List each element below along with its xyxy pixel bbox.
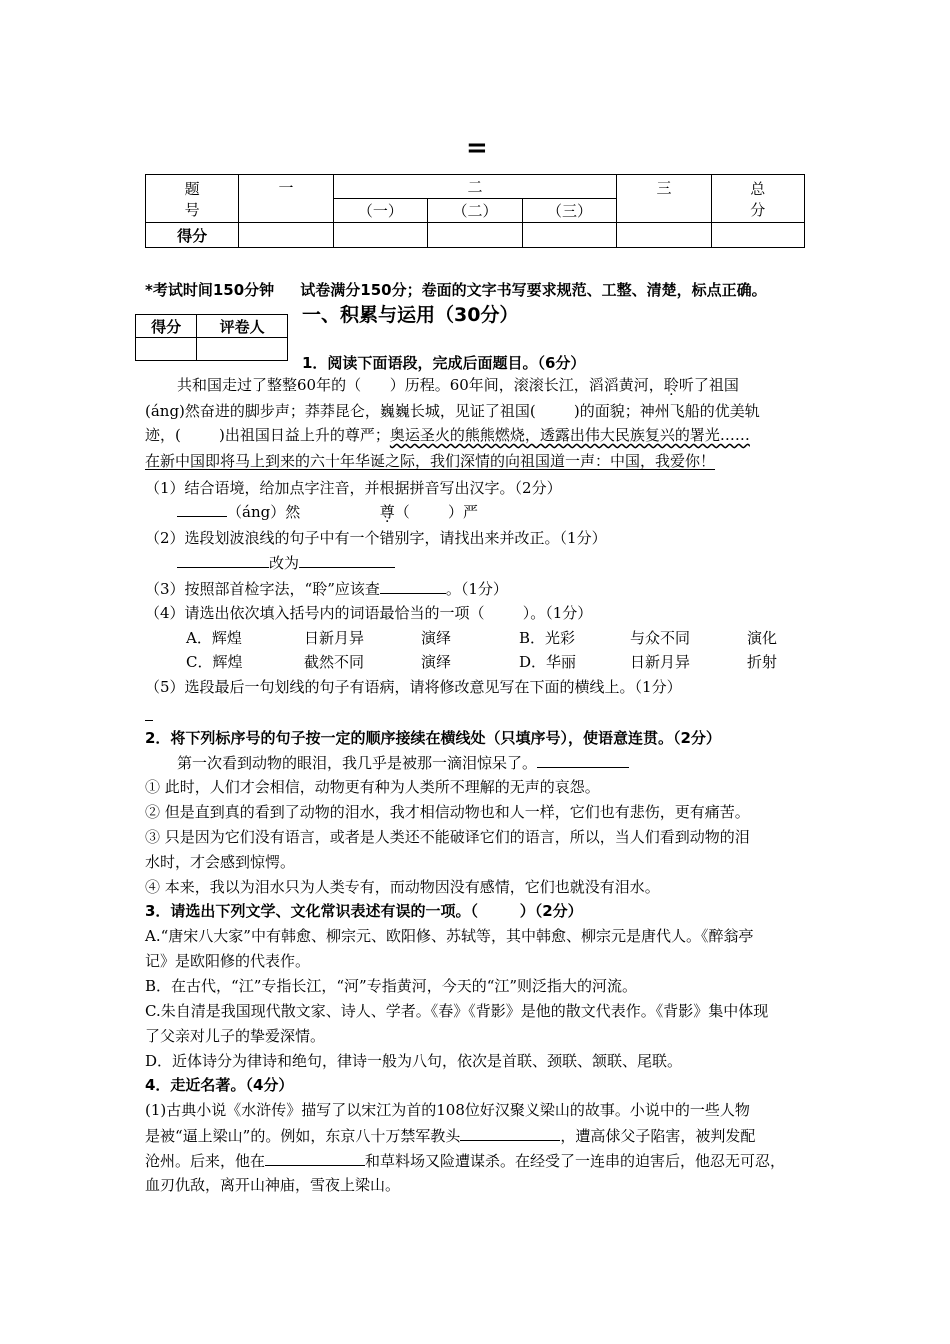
header-zong: 总 分 <box>711 175 804 223</box>
q1-sub5: （5）选段最后一句划线的句子有语病，请将修改意见写在下面的横线上。（1分） <box>145 678 682 696</box>
score-cell[interactable] <box>522 223 617 248</box>
q4-title: 4．走近名著。（4分） <box>145 1076 294 1094</box>
q4-line: (1)古典小说《水浒传》描写了以宋江为首的108位好汉聚义梁山的故事。小说中的一些人物 <box>145 1101 750 1119</box>
score-cell[interactable] <box>617 223 711 248</box>
q1-sub1-answers: （áng）然 尊（ ）严 <box>177 500 478 523</box>
q1-paragraph-line-4: 在新中国即将马上到来的六十年华诞之际，我们深情的向祖国道一声：中国，我爱你！ <box>145 452 716 470</box>
score-cell[interactable] <box>333 223 428 248</box>
q3-option-line: D．近体诗分为律诗和绝句，律诗一般为八句，依次是首联、颈联、颔联、尾联。 <box>145 1052 683 1070</box>
q3-option-line: A.“唐宋八大家”中有韩愈、柳宗元、欧阳修、苏轼等，其中韩愈、柳宗元是唐代人。《醉翁亭 <box>145 927 754 945</box>
grader-score-cell[interactable] <box>136 338 197 361</box>
grader-score-label: 得分 <box>136 315 197 338</box>
answer-line-short[interactable] <box>145 720 153 721</box>
header-er-3: （三） <box>522 199 617 223</box>
q2-item: ④ 本来，我以为泪水只为人类专有，而动物因没有感情，它们也就没有泪水。 <box>145 878 660 896</box>
q4-line: 是被“逼上梁山”的。例如，东京八十万禁军教头 ，遭高俅父子陷害，被判发配 <box>145 1124 755 1147</box>
answer-blank[interactable] <box>537 751 629 768</box>
q1-sub1: （1）结合语境，给加点字注音，并根据拼音写出汉字。（2分） <box>145 479 562 497</box>
score-cell[interactable] <box>711 223 804 248</box>
q2-item: ① 此时，人们才会相信，动物更有种为人类所不理解的无声的哀怨。 <box>145 778 600 796</box>
wavy-sentence: 奥运圣火的熊熊燃烧，透露出伟大民族复兴的署光…… <box>389 426 750 444</box>
header-yi: 一 <box>239 175 333 223</box>
q1-paragraph-line-1: 共和国走过了整整60年的（ ）历程。60年间，滚滚长江，滔滔黄河，聆听了祖国 <box>177 376 739 394</box>
header-er-1: （一） <box>333 199 428 223</box>
score-cell[interactable] <box>428 223 523 248</box>
grader-name-label: 评卷人 <box>197 315 288 338</box>
q1-paragraph-line-2: (áng)然奋进的脚步声；莽莽昆仑，巍巍长城，见证了祖国( )的面貌；神州飞船的优美轨 <box>145 402 760 420</box>
q1-title: 1．阅读下面语段，完成后面题目。（6分） <box>302 354 586 372</box>
score-table <box>145 174 805 248</box>
header-er: 二 <box>333 175 617 199</box>
dotted-char: 尊 <box>379 503 395 521</box>
q2-item: 水时，才会感到惊愕。 <box>145 853 296 871</box>
header-tihao: 题 号 <box>146 175 239 223</box>
answer-blank[interactable] <box>299 551 395 568</box>
answer-blank[interactable] <box>177 551 269 568</box>
answer-blank[interactable] <box>460 1124 560 1141</box>
q2-title: 2．将下列标序号的句子按一定的顺序接续在横线处（只填序号），使语意连贯。（2分） <box>145 729 721 747</box>
grader-box <box>135 314 288 361</box>
q3-option-line: B．在古代，“江”专指长江，“河”专指黄河，今天的“江”则泛指大的河流。 <box>145 977 638 995</box>
q1-sub2: （2）选段划波浪线的句子中有一个错别字，请找出来并改正。（1分） <box>145 529 607 547</box>
section-title: 一、积累与运用（30分） <box>302 304 519 326</box>
q3-option-line: 了父亲对儿子的挚爱深情。 <box>145 1027 326 1045</box>
q2-item: ② 但是直到真的看到了动物的泪水，我才相信动物也和人一样，它们也有悲伤，更有痛苦。 <box>145 803 750 821</box>
q3-title: 3．请选出下列文学、文化常识表述有误的一项。（ ）（2分） <box>145 902 583 920</box>
header-er-2: （二） <box>428 199 523 223</box>
q2-item: ③ 只是因为它们没有语言，或者是人类还不能破译它们的语言，所以，当人们看到动物的泪 <box>145 828 750 846</box>
q1-sub2-answer: 改为 <box>177 551 395 574</box>
q4-line: 沧州。后来，他在 和草料场又险遭谋杀。在经受了一连串的迫害后，他忍无可忍， <box>145 1149 785 1172</box>
row-label-score: 得分 <box>146 223 239 248</box>
answer-blank[interactable] <box>265 1149 365 1166</box>
answer-blank[interactable] <box>380 577 446 594</box>
q1-paragraph-line-3: 迹，( )出祖国日益上升的尊严；奥运圣火的熊熊燃烧，透露出伟大民族复兴的署光…… <box>145 426 750 444</box>
answer-blank[interactable] <box>177 500 227 517</box>
dotted-char: 聆 <box>663 376 679 394</box>
grader-name-cell[interactable] <box>197 338 288 361</box>
header-san: 三 <box>617 175 711 223</box>
q4-line: 血刃仇敌，离开山神庙，雪夜上梁山。 <box>145 1176 401 1194</box>
q2-lead: 第一次看到动物的眼泪，我几乎是被那一滴泪惊呆了。 <box>177 751 629 774</box>
q3-option-line: 记》是欧阳修的代表作。 <box>145 952 311 970</box>
exam-note: *考试时间150分钟 试卷满分150分；卷面的文字书写要求规范、工整、清楚，标点正确。 <box>145 281 767 299</box>
title-mark: = <box>466 133 488 163</box>
q1-sub3: （3）按照部首检字法，“聆”应该查 。（1分） <box>145 577 508 600</box>
q3-option-line: C.朱自清是我国现代散文家、诗人、学者。《春》《背影》是他的散文代表作。《背影》集中体现 <box>145 1002 769 1020</box>
q1-sub4: （4）请选出依次填入括号内的词语最恰当的一项（ ）。（1分） <box>145 604 593 622</box>
score-cell[interactable] <box>239 223 333 248</box>
